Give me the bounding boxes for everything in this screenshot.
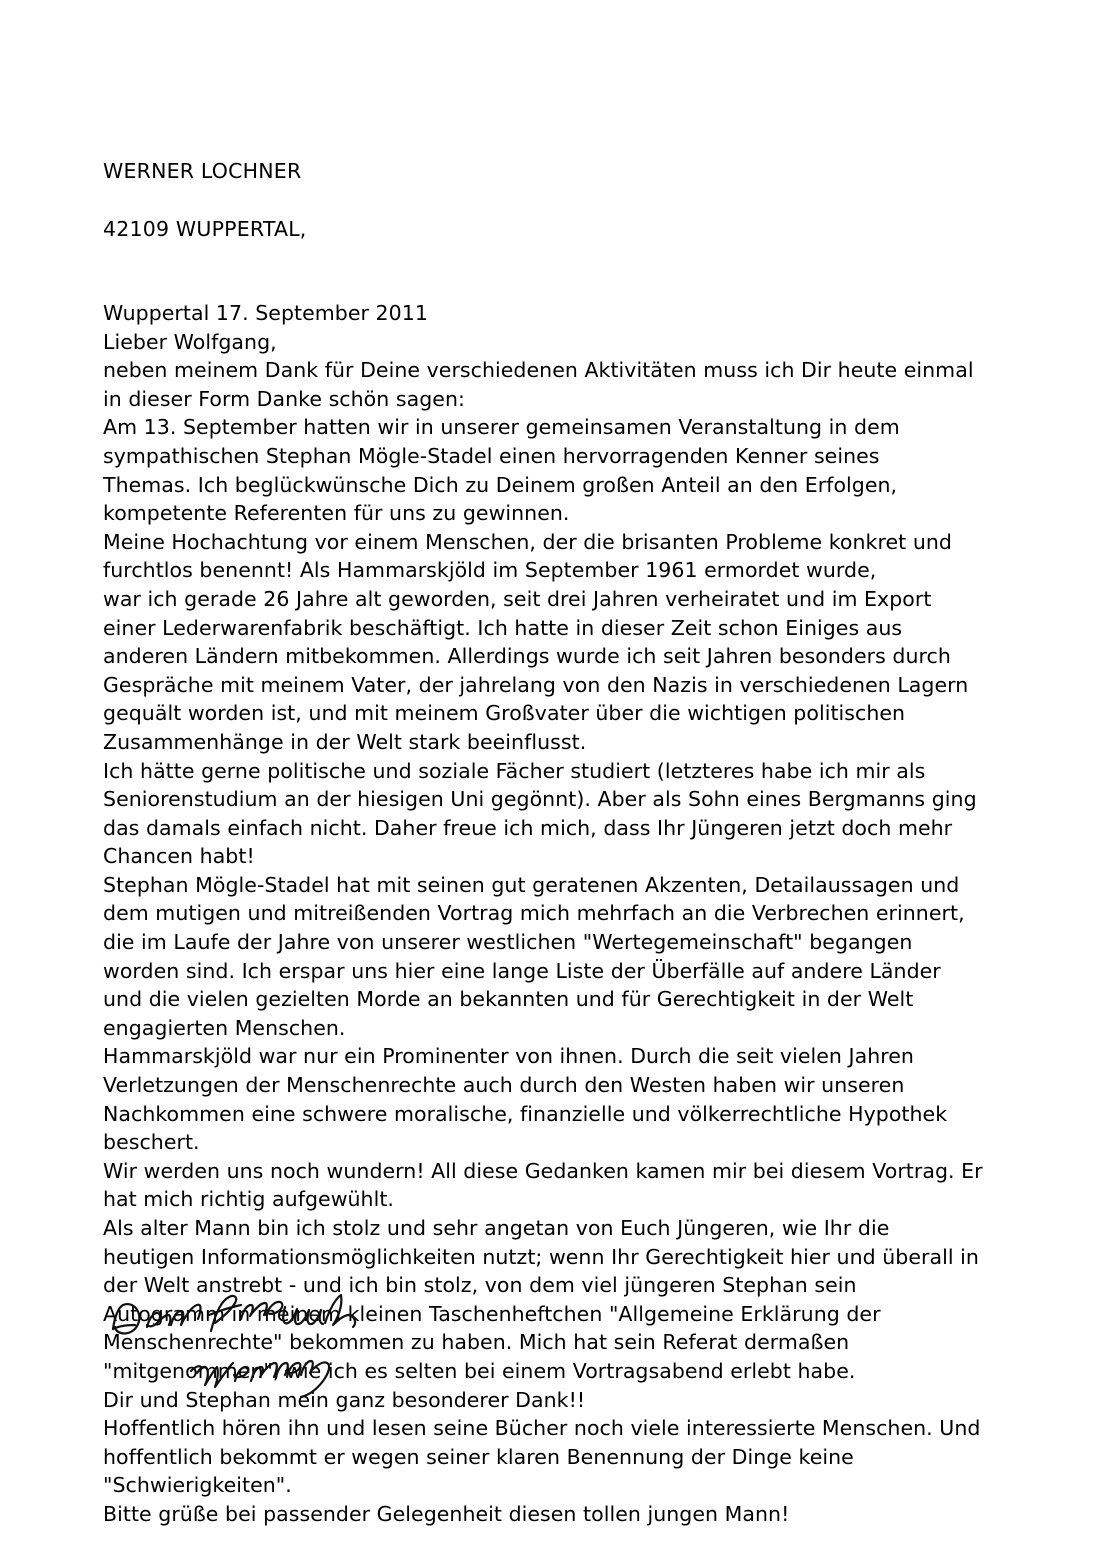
paragraph-8: Hammarskjöld war nur ein Prominenter von ihnen. Durch die seit vielen Jahren Verletzungen der Menschenrechte auch durch den Westen haben wir unseren Nachkommen eine schwere moralische, finanzielle und völkerrechtliche Hypothek beschert. [103,1044,948,1155]
paragraph-4: Meine Hochachtung vor einem Menschen, der die brisanten Probleme konkret und furchtlos benennt! Als Hammarskjöld im September 1961 ermordet wurde, [103,529,952,583]
sender-block [103,128,983,273]
paragraph-3: Themas. Ich beglückwünsche Dich zu Deinem großen Anteil an den Erfolgen, kompetente Referenten für uns zu gewinnen. [103,472,898,526]
salutation: Lieber Wolfgang, [103,329,277,354]
paragraph-7: Stephan Mögle-Stadel hat mit seinen gut geratenen Akzenten, Detailaussagen und dem mutigen und mitreißenden Vortrag mich mehrfach an die Verbrechen erinnert, die im Laufe der Jahre von unserer westlichen "Wertegemeinschaft" begangen worden sind. Ich erspar uns hier eine lange Liste der Überfälle auf andere Länder und die vielen gezielten Morde an bekannten und für Gerechtigkeit in der Welt engagierten Menschen. [103,872,965,1040]
paragraph-1: neben meinem Dank für Deine verschiedenen Aktivitäten muss ich Dir heute einmal in dieser Form Danke schön sagen: [103,358,974,411]
dateline: Wuppertal 17. September 2011 [103,301,428,325]
sender-address: 42109 WUPPERTAL, [103,217,307,241]
handwritten-signature [105,1285,405,1405]
spacer [103,273,983,299]
paragraph-11: Dir und Stephan mein ganz besonderer Dank!! [103,1387,586,1412]
paragraph-13: Bitte grüße bei passender Gelegenheit diesen tollen jungen Mann! [103,1501,790,1526]
paragraph-12: Hoffentlich hören ihn und lesen seine Bücher noch viele interessierte Menschen. Und hoffentlich bekommt er wegen seiner klaren Benennung der Dinge keine "Schwierigkeiten". [103,1416,981,1498]
paragraph-6: Ich hätte gerne politische und soziale Fächer studiert (letzteres habe ich mir als Seniorenstudium an der hiesigen Uni gegönnt). Aber als Sohn eines Bergmanns ging das damals einfach nicht. Daher freue ich mich, dass Ihr Jüngeren jetzt doch mehr Chancen habt! [103,758,977,869]
paragraph-5: war ich gerade 26 Jahre alt geworden, seit drei Jahren verheiratet und im Export einer Lederwarenfabrik beschäftigt. Ich hatte in dieser Zeit schon Einiges aus anderen Ländern mitbekommen. Allerdings wurde ich seit Jahren besonders durch Gespräche mit meinem Vater, der jahrelang von den Nazis in verschiedenen Lagern gequält worden ist, und mit meinem Großvater über die wichtigen politischen Zusammenhänge in der Welt stark beeinflusst. [103,586,969,754]
paragraph-2: Am 13. September hatten wir in unserer gemeinsamen Veranstaltung in dem sympathischen Stephan Mögle-Stadel einen hervorragenden Kenner seines [103,415,900,468]
paragraph-9: Wir werden uns noch wundern! All diese Gedanken kamen mir bei diesem Vortrag. Er hat mich richtig aufgewühlt. [103,1158,983,1212]
sender-name: WERNER LOCHNER [103,159,302,183]
paragraph-10: Als alter Mann bin ich stolz und sehr angetan von Euch Jüngeren, wie Ihr die heutigen Informationsmöglichkeiten nutzt; wenn Ihr Gerechtigkeit hier und überall in der Welt anstrebt - und ich bin stolz, von dem viel jüngeren Stephan sein Autogramm in meinem kleinen Taschenheftchen "Allgemeine Erklärung der Menschenrechte" bekommen zu haben. Mich hat sein Referat dermaßen "mitgenommen", wie ich es selten bei einem Vortragsabend erlebt habe. [103,1216,979,1383]
